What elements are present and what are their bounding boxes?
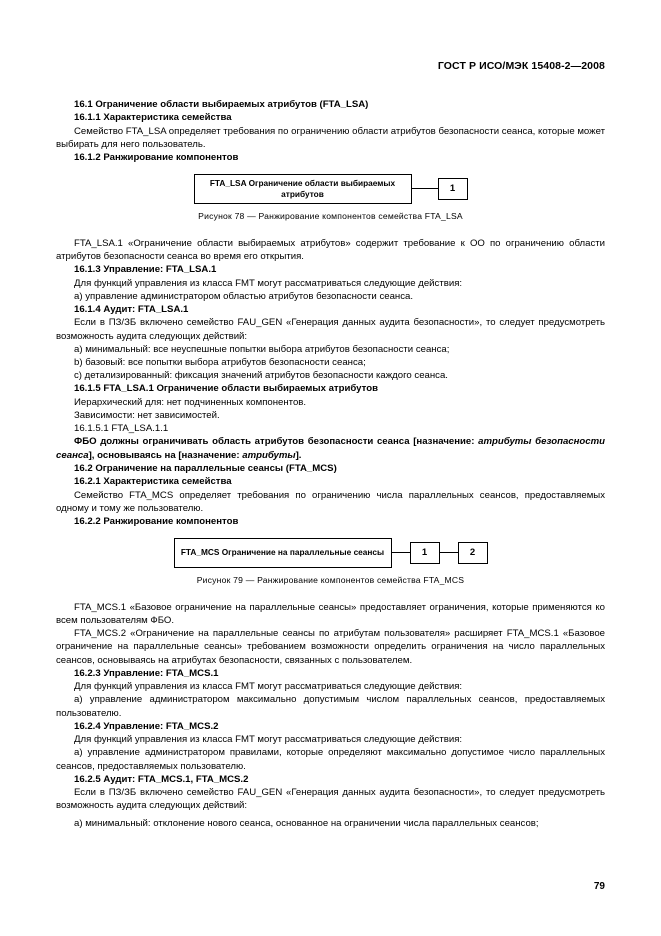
figure-78 — [56, 174, 605, 204]
figure-79-connector-1 — [392, 552, 410, 553]
paragraph-16-1-4-body: Если в ПЗ/ЗБ включено семейство FAU_GEN «Генерация данных аудита безопасности», то следует предусмотреть возможность аудита следующих действий: — [56, 317, 605, 342]
paragraph-16-1-3-body: Для функций управления из класса FMT могут рассматриваться следующие действия: — [74, 277, 463, 289]
req-assignment-1: атрибуты безопасности сеанса — [56, 436, 605, 461]
heading-16-1-5: 16.1.5 FTA_LSA.1 Ограничение области выбираемых атрибутов — [74, 383, 378, 395]
paragraph-fta-mcs-2: FTA_MCS.2 «Ограничение на параллельные сеансы по атрибутам пользователя» расширяет FTA_MCS.1 «Базовое ограничение на параллельные сеансы» требованием возможности определить ограничения на число параллельных сеансов, основываясь на атрибутах безопасности, связанных с пользователем. — [56, 628, 605, 666]
heading-16-1-4: 16.1.4 Аудит: FTA_LSA.1 — [74, 304, 189, 316]
list-item-16-1-3-a: а) управление администратором областью атрибутов безопасности сеанса. — [74, 290, 414, 302]
paragraph-16-2-4-body: Для функций управления из класса FMT могут рассматриваться следующие действия: — [74, 734, 463, 746]
page-number: 79 — [593, 881, 605, 892]
paragraph-16-1-5-dependencies: Зависимости: нет зависимостей. — [74, 410, 220, 422]
paragraph-16-1-5-1-requirement — [56, 435, 605, 461]
list-item-16-1-4-a: а) минимальный: все неуспешные попытки выбора атрибутов безопасности сеанса; — [74, 343, 450, 355]
list-item-16-2-5-a: а) минимальный: отклонение нового сеанса, основанное на ограничении числа параллельных сеансов; — [74, 817, 539, 829]
paragraph-16-2-3-body: Для функций управления из класса FMT могут рассматриваться следующие действия: — [74, 681, 463, 693]
list-item-16-2-4-a: а) управление администратором правилами, которые определяют максимально допустимое число параллельных сеансов, предоставляемых пользователю. — [56, 747, 605, 772]
heading-16-1-3: 16.1.3 Управление: FTA_LSA.1 — [74, 264, 217, 276]
label-16-1-5-1: 16.1.5.1 FTA_LSA.1.1 — [74, 423, 169, 435]
heading-16-2: 16.2 Ограничение на параллельные сеансы (FTA_MCS) — [74, 462, 337, 474]
heading-16-2-1: 16.2.1 Характеристика семейства — [74, 476, 232, 488]
list-item-16-2-3-a: а) управление администратором максимально допустимым числом параллельных сеансов, предоставляемых пользователю. — [56, 694, 605, 719]
list-item-16-1-4-b: b) базовый: все попытки выбора атрибутов безопасности сеанса; — [74, 357, 366, 369]
figure-78-caption: Рисунок 78 — Ранжирование компонентов семейства FTA_LSA — [198, 210, 463, 221]
heading-16-2-3: 16.2.3 Управление: FTA_MCS.1 — [74, 667, 219, 679]
paragraph-16-1-1-body: Семейство FTA_LSA определяет требования по ограничению области атрибутов безопасности сеанса, которые может выбирать для него пользователь. — [56, 125, 605, 151]
req-assignment-2: атрибуты — [242, 449, 296, 461]
heading-16-1-2: 16.1.2 Ранжирование компонентов — [74, 152, 239, 164]
figure-78-connector — [412, 188, 438, 189]
req-text-2: ], основываясь на [назначение: — [88, 449, 243, 461]
figure-79 — [56, 538, 605, 568]
figure-78-component-1: 1 — [438, 178, 468, 200]
list-item-16-1-4-c: с) детализированный: фиксация значений атрибутов безопасности каждого сеанса. — [74, 370, 448, 382]
heading-16-2-4: 16.2.4 Управление: FTA_MCS.2 — [74, 720, 219, 732]
figure-79-family-box: FTA_MCS Ограничение на параллельные сеансы — [174, 538, 392, 568]
paragraph-16-2-5-body: Если в ПЗ/ЗБ включено семейство FAU_GEN «Генерация данных аудита безопасности», то следует предусмотреть возможность аудита следующих действий: — [56, 787, 605, 812]
paragraph-fta-lsa-1: FTA_LSA.1 «Ограничение области выбираемых атрибутов» содержит требование к ОО по ограничению области атрибутов безопасности сеанса во время его открытия. — [56, 237, 605, 263]
heading-16-2-2: 16.2.2 Ранжирование компонентов — [74, 516, 239, 528]
heading-16-1-1: 16.1.1 Характеристика семейства — [74, 112, 232, 124]
req-text-1: ФБО должны ограничивать область атрибутов безопасности сеанса [назначение: — [74, 436, 479, 448]
figure-78-family-box: FTA_LSA Ограничение области выбираемых атрибутов — [194, 174, 412, 204]
paragraph-16-1-5-hierarchical: Иерархический для: нет подчиненных компонентов. — [74, 396, 307, 408]
paragraph-fta-mcs-1: FTA_MCS.1 «Базовое ограничение на параллельные сеансы» предоставляет ограничения, которые применяются ко всем пользователям ФБО. — [56, 601, 605, 626]
figure-79-component-2: 2 — [458, 542, 488, 564]
page-header: ГОСТ Р ИСО/МЭК 15408-2—2008 — [437, 60, 605, 72]
heading-16-2-5: 16.2.5 Аудит: FTA_MCS.1, FTA_MCS.2 — [74, 773, 249, 785]
document-body — [56, 98, 605, 830]
figure-79-connector-2 — [440, 552, 458, 553]
req-text-3: ]. — [295, 449, 302, 461]
heading-16-1: 16.1 Ограничение области выбираемых атрибутов (FTA_LSA) — [74, 99, 369, 110]
paragraph-16-2-1-body: Семейство FTA_MCS определяет требования по ограничению числа параллельных сеансов, предоставляемых одному и тому же пользователю. — [56, 489, 605, 514]
figure-79-caption: Рисунок 79 — Ранжирование компонентов семейства FTA_MCS — [196, 574, 465, 585]
figure-79-component-1: 1 — [410, 542, 440, 564]
